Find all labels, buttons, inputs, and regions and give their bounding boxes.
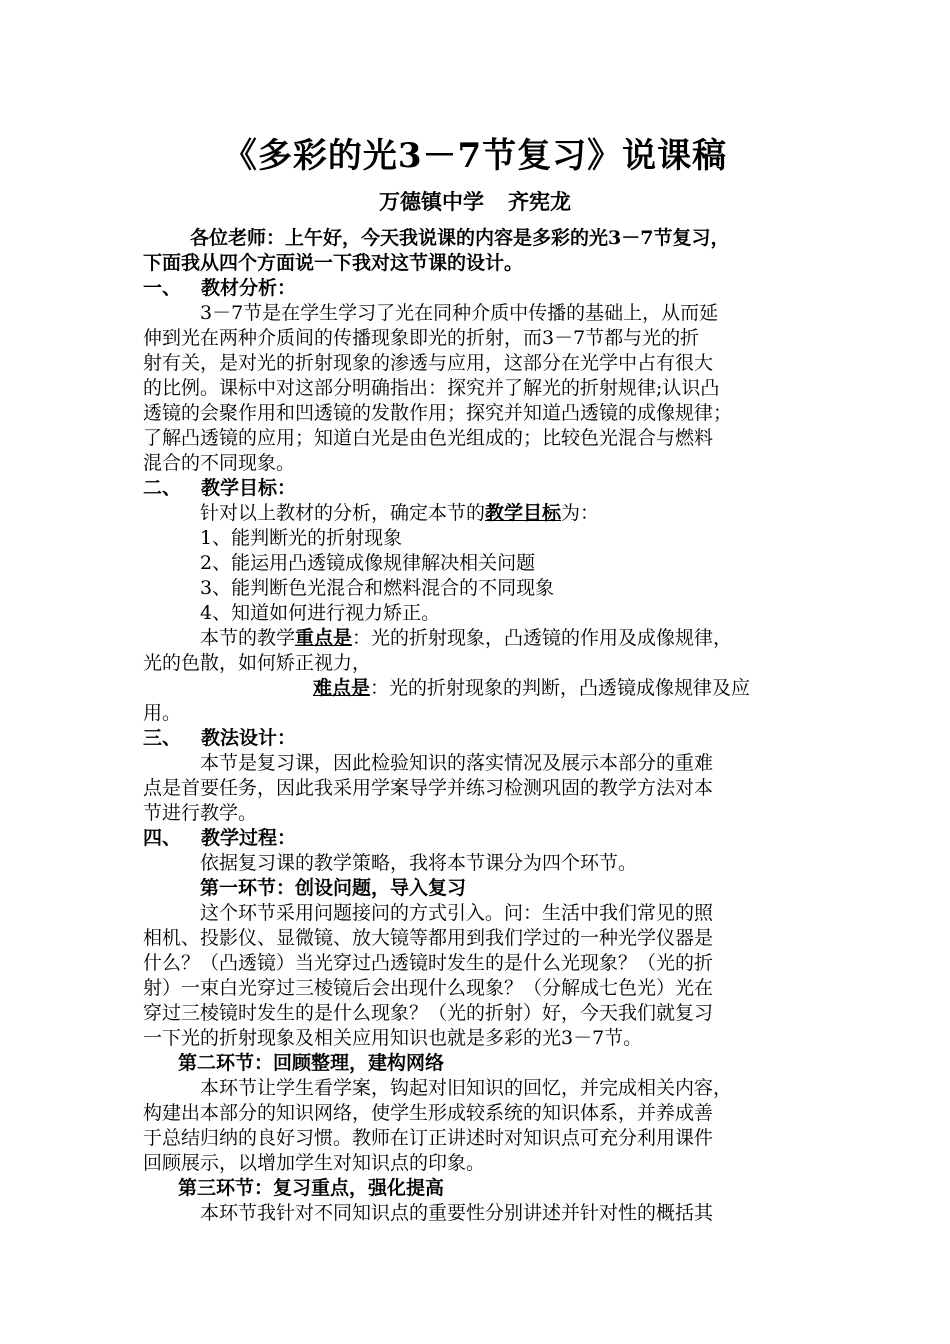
focus-pre: 本节的教学 <box>200 627 296 649</box>
goal-keyword: 教学目标 <box>485 502 562 524</box>
difficulty-line-2: 用。 <box>143 702 182 724</box>
focus-line-2: 光的色散，如何矫正视力， <box>143 652 372 674</box>
paragraph-line: 穿过三棱镜时发生的是什么现象？（光的折射）好，今天我们就复习 <box>143 1002 714 1024</box>
paragraph-line: 射）一束白光穿过三棱镜后会出现什么现象？（分解成七色光）光在 <box>143 977 714 999</box>
paragraph-line: 的比例。课标中对这部分明确指出：探究并了解光的折射规律;认识凸 <box>143 377 720 399</box>
paragraph-line: 伸到光在两种介质间的传播现象即光的折射，而3－7节都与光的折 <box>143 327 700 349</box>
goal-item-3: 3、能判断色光混合和燃料混合的不同现象 <box>200 577 555 599</box>
paragraph-line: 一下光的折射现象及相关应用知识也就是多彩的光3－7节。 <box>143 1027 643 1049</box>
focus-line <box>200 626 880 651</box>
goal-intro <box>200 501 880 526</box>
greeting-line-2: 下面我从四个方面说一下我对这节课的设计。 <box>143 252 524 274</box>
paragraph-line: 3－7节是在学生学习了光在同种介质中传播的基础上，从而延 <box>200 302 719 324</box>
goal-item-1: 1、能判断光的折射现象 <box>200 527 403 549</box>
difficulty-keyword: 难点是 <box>313 677 371 699</box>
paragraph-line: 于总结归纳的良好习惯。教师在订正讲述时对知识点可充分利用课件 <box>143 1127 714 1149</box>
paragraph-line: 依据复习课的教学策略，我将本节课分为四个环节。 <box>200 852 638 874</box>
section-label: 教法设计： <box>201 727 297 749</box>
page-title: 《多彩的光3－7节复习》说课稿 <box>222 136 728 176</box>
paragraph-line: 本环节我针对不同知识点的重要性分别讲述并针对性的概括其 <box>200 1202 714 1224</box>
section-heading-4 <box>143 826 823 851</box>
difficulty-text: ：光的折射现象的判断，凸透镜成像规律及应 <box>370 677 751 699</box>
paragraph-line: 本环节让学生看学案，钩起对旧知识的回忆，并完成相关内容， <box>200 1077 733 1099</box>
section-heading-3 <box>143 726 823 751</box>
goal-item-2: 2、能运用凸透镜成像规律解决相关问题 <box>200 552 536 574</box>
difficulty-line <box>313 676 950 701</box>
paragraph-line: 本节是复习课，因此检验知识的落实情况及展示本部分的重难 <box>200 752 714 774</box>
focus-keyword: 重点是 <box>295 627 353 649</box>
greeting-line-1: 各位老师：上午好，今天我说课的内容是多彩的光3－7节复习， <box>190 227 730 249</box>
subsection-heading-1: 第一环节：创设问题，导入复习 <box>200 877 467 899</box>
section-number: 三、 <box>143 727 182 749</box>
paragraph-line: 透镜的会聚作用和凹透镜的发散作用；探究并知道凸透镜的成像规律； <box>143 402 733 424</box>
subsection-heading-2: 第二环节：回顾整理，建构网络 <box>178 1052 445 1074</box>
paragraph-line: 相机、投影仪、显微镜、放大镜等都用到我们学过的一种光学仪器是 <box>143 927 714 949</box>
paragraph-line: 了解凸透镜的应用；知道白光是由色光组成的；比较色光混合与燃料 <box>143 427 714 449</box>
goal-intro-text: 针对以上教材的分析，确定本节的 <box>200 502 486 524</box>
paragraph-line: 构建出本部分的知识网络，使学生形成较系统的知识体系，并养成善 <box>143 1102 714 1124</box>
author-line <box>0 186 950 216</box>
paragraph-line: 节进行教学。 <box>143 802 258 824</box>
section-label: 教材分析： <box>201 277 297 299</box>
school-name: 万德镇中学 <box>379 189 484 214</box>
section-number: 四、 <box>143 827 182 849</box>
section-number: 二、 <box>143 477 182 499</box>
author-name: 齐宪龙 <box>508 189 571 214</box>
section-label: 教学过程： <box>201 827 297 849</box>
paragraph-line: 什么？（凸透镜）当光穿过凸透镜时发生的是什么光现象？（光的折 <box>143 952 714 974</box>
focus-text: ：光的折射现象，凸透镜的作用及成像规律， <box>352 627 733 649</box>
section-number: 一、 <box>143 277 182 299</box>
paragraph-line: 混合的不同现象。 <box>143 452 296 474</box>
section-label: 教学目标： <box>201 477 297 499</box>
paragraph-line: 这个环节采用问题接问的方式引入。问：生活中我们常见的照 <box>200 902 714 924</box>
section-heading-2 <box>143 476 823 501</box>
paragraph-line: 射有关，是对光的折射现象的渗透与应用，这部分在光学中占有很大 <box>143 352 714 374</box>
subsection-heading-3: 第三环节：复习重点，强化提高 <box>178 1177 445 1199</box>
paragraph-line: 点是首要任务，因此我采用学案导学并练习检测巩固的教学方法对本 <box>143 777 714 799</box>
paragraph-line: 回顾展示，以增加学生对知识点的印象。 <box>143 1152 486 1174</box>
goal-item-4: 4、知道如何进行视力矫正。 <box>200 602 441 624</box>
goal-intro-tail: 为： <box>561 502 600 524</box>
section-heading-1 <box>143 276 823 301</box>
